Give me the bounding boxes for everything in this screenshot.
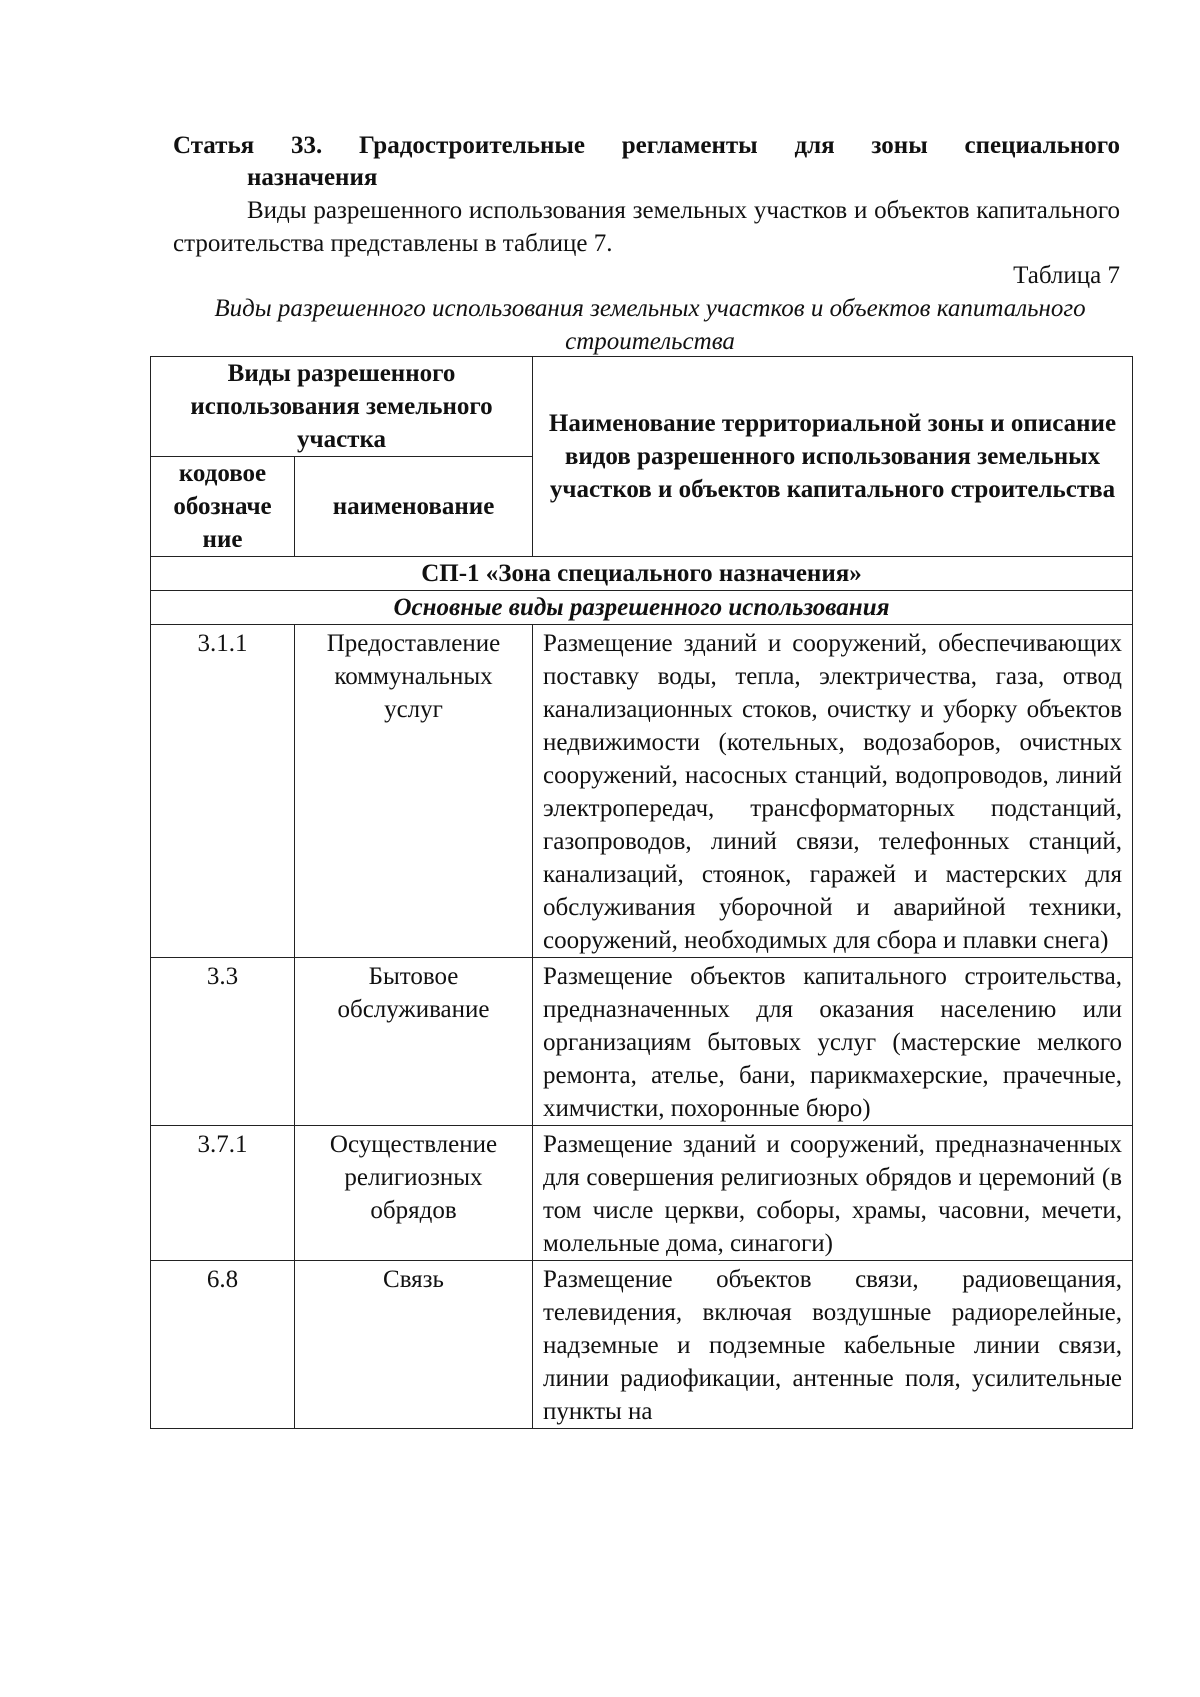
article-title-continuation: назначения	[247, 164, 378, 191]
row-code: 3.3	[151, 958, 295, 1126]
header-code-cell: кодовое обозначе ние	[151, 457, 295, 557]
kind-title: Основные виды разрешенного использования	[151, 591, 1133, 625]
header-description-cell: Наименование территориальной зоны и описание видов разрешенного использования земельных участков и объектов капитального строительства	[533, 357, 1133, 557]
intro-paragraph: Виды разрешенного использования земельных участков и объектов капитального строительства представлены в таблице 7.	[173, 197, 1120, 257]
row-description: Размещение зданий и сооружений, обеспечивающих поставку воды, тепла, электричества, газа, отвод канализационных стоков, очистку и уборку объектов недвижимости (котельных, водозаборов, очистных сооружений, насосных станций, водопроводов, линий электропередач, трансформаторных подстанций, газопроводов, линий связи, телефонных станций, канализаций, стоянок, гаражей и мастерских для обслуживания уборочной и аварийной техники, сооружений, необходимых для сбора и плавки снега)	[533, 625, 1133, 958]
zone-title: СП-1 «Зона специального назначения»	[151, 557, 1133, 591]
row-name: Осуществление религиозных обрядов	[295, 1126, 533, 1261]
row-code: 3.7.1	[151, 1126, 295, 1261]
table-row	[151, 1126, 1133, 1261]
table-caption: Виды разрешенного использования земельных участков и объектов капитального строительства	[214, 295, 1086, 355]
land-use-table	[150, 356, 1133, 1429]
row-code: 6.8	[151, 1261, 295, 1429]
row-name: Бытовое обслуживание	[295, 958, 533, 1126]
table-header-row	[151, 357, 1133, 457]
header-group-cell: Виды разрешенного использования земельного участка	[151, 357, 533, 457]
zone-title-row	[151, 557, 1133, 591]
table-label: Таблица 7	[1013, 262, 1120, 289]
row-code: 3.1.1	[151, 625, 295, 958]
table-row	[151, 1261, 1133, 1429]
row-name: Предоставление коммунальных услуг	[295, 625, 533, 958]
kind-title-row	[151, 591, 1133, 625]
header-name-cell: наименование	[295, 457, 533, 557]
row-description: Размещение объектов капитального строительства, предназначенных для оказания населению или организациям бытовых услуг (мастерские мелкого ремонта, ателье, бани, парикмахерские, прачечные, химчистки, похоронные бюро)	[533, 958, 1133, 1126]
row-description: Размещение объектов связи, радиовещания, телевидения, включая воздушные радиорелейные, надземные и подземные кабельные линии связи, линии радиофикации, антенные поля, усилительные пункты на	[533, 1261, 1133, 1429]
row-name: Связь	[295, 1261, 533, 1429]
article-title: Статья 33. Градостроительные регламенты для зоны специального	[173, 132, 1120, 159]
table-row	[151, 958, 1133, 1126]
row-description: Размещение зданий и сооружений, предназначенных для совершения религиозных обрядов и церемоний (в том числе церкви, соборы, храмы, часовни, мечети, молельные дома, синагоги)	[533, 1126, 1133, 1261]
table-row	[151, 625, 1133, 958]
